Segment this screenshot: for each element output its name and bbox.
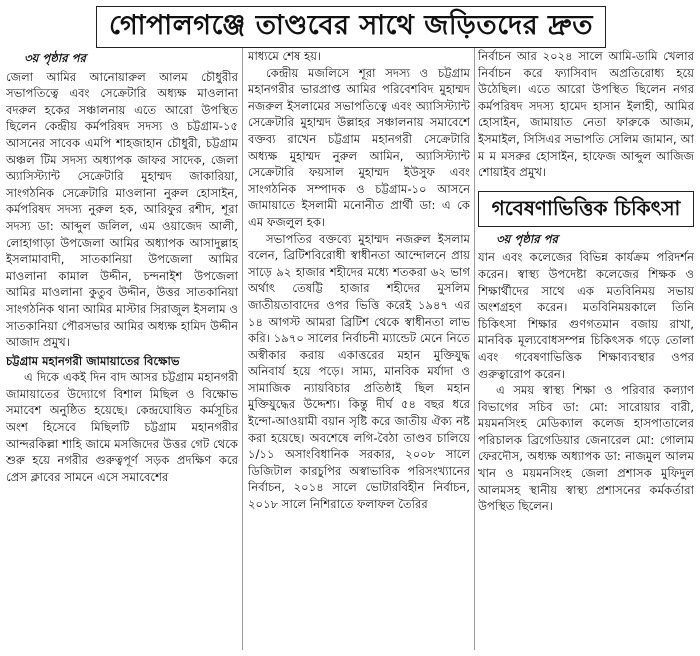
paragraph: জেলা আমির আনোয়ারুল আলম চৌধুরীর সভাপতিত্বে এবং সেক্রেটারি অধ্যক্ষ মাওলানা বদরুল হকের সঞ্চালনায় এতে আরো উপস্থিত ছিলেন কেন্দ্রীয় কর্মপরিষদ সদস্য ও চট্টগ্রাম-১৫ আসনের সাবেক এমপি শাহজাহান চৌধুরী, চট্টগ্রাম অঞ্চল টিম সদস্য অধ্যাপক জাফর সাদেক, জেলা অ্যাসিস্ট্যান্ট সেক্রেটারি মুহাম্মদ জাকারিয়া, সাংগঠনিক সেক্রেটারি মাওলানা নুরুল হোসাইন, কর্মপরিষদ সদস্য নুরুল হক, আরিফুর রশীদ, শূরা সদস্য ডা: আব্দুল জলিল, এম ওয়াজেদ আলী, লোহাগাড়া উপজেলা আমির অধ্যাপক আসাদুল্লাহ ইসলামাবাদী, সাতকানিয়া উপজেলা আমির মাওলানা কামাল উদ্দীন, চন্দনাইশ উপজেলা আমির মাওলানা কুতুব উদ্দীন, উত্তর সাতকানিয়া সাংগঠনিক থানা আমির মাস্টার সিরাজুল ইসলাম ও সাতকানিয়া পৌরসভার আমির অধ্যক্ষ হামিদ উদ্দীন আজাদ প্রমুখ। xyxy=(6,69,238,350)
paragraph: এ সময় স্বাস্থ্য শিক্ষা ও পরিবার কল্যাণ বিভাগের সচিব ডা: মো: সারোয়ার বারী, ময়মনসিংহ মেডিক্যাল কলেজ হাসপাতালের পরিচালক ব্রিগেডিয়ার জেনারেল মো: গোলাম ফেরদৌস, অধ্যক্ষ অধ্যাপক ডা: নাজমুল আলম খান ও ময়মনসিংহ জেলা প্রশাসক মুফিদুল আলমসহ স্থানীয় স্বাস্থ্য প্রশাসনের কর্মকর্তারা উপস্থিত ছিলেন। xyxy=(478,383,694,514)
continued-label: ৩য় পৃষ্ঠার পর xyxy=(496,231,558,246)
article-column-1 xyxy=(6,48,238,650)
paragraph: নির্বাচন আর ২০২৪ সালে আমি-ডামি খেলার নির্বাচন করে ফ্যাসিবাদ অপ্রতিরোধ্য হয়ে উঠেছিল। এতে আরো উপস্থিত ছিলেন নগর কর্মপরিষদ সদস্য হামেদ হাসান ইলাহী, আমির হোসাইন, জামায়াত নেতা ফারুকে আজম, ইসমাইল, সিসিএর সভাপতি সেলিম জামান, আ ম ম মসরুর হোসাইন, হাফেজ আব্দুল আজিজ শোয়াইব প্রমুখ। xyxy=(478,49,694,180)
headline: গোপালগঞ্জে তাণ্ডবের সাথে জড়িতদের দ্রুত xyxy=(96,6,606,48)
continued-label: ৩য় পৃষ্ঠার পর xyxy=(24,51,86,65)
column-divider-right xyxy=(474,48,475,650)
paragraph: সভাপতির বক্তব্যে মুহাম্মদ নজরুল ইসলাম বলেন, ব্রিটিশবিরোধী স্বাধীনতা আন্দোলনে প্রায় সাড়ে ৯২ হাজার শহীদের মধ্যে শতকরা ৬২ ভাগ অর্থাৎ তেষট্টি হাজার শহীদের মুসলিম জাতীয়তাবাদের ওপর ভিত্তি করেই ১৯৪৭ এর ১৪ আগস্ট আমরা ব্রিটিশ থেকে স্বাধীনতা লাভ করি। ১৯৭০ সালের নির্বাচনী ম্যান্ডেট মেনে নিতে অস্বীকার করায় একাত্তরের মহান মুক্তিযুদ্ধ অনিবার্য হয়ে পড়ে। সাম্য, মানবিক মর্যাদা ও সামাজিক ন্যায়বিচার প্রতিষ্ঠাই ছিল মহান মুক্তিযুদ্ধের উদ্দেশ্য। কিন্তু দীর্ঘ ৫৪ বছর ধরে ইন্দো-আওয়ামী বয়ান সৃষ্টি করে জাতীয় ঐক্য নষ্ট করা হয়েছে। অবশেষে লগি-বৈঠা তাণ্ডব চালিয়ে ১/১১ অসাংবিধানিক সরকার, ২০০৮ সালে ডিজিটাল কারচুপির অস্বাভাবিক পরিসংখ্যানের নির্বাচন, ২০১৪ সালে ভোটারবিহীন নির্বাচন, ২০১৮ সালে নিশিরাতে ফলাফল তৈরির xyxy=(248,231,470,512)
paragraph: মাধ্যমে শেষ হয়। xyxy=(248,49,322,63)
paragraph: কেন্দ্রীয় মজলিসে শূরা সদস্য ও চট্টগ্রাম মহানগরীর ভারপ্রাপ্ত আমির পরিবেশবিদ মুহাম্মদ নজরুল ইসলামের সভাপতিত্বে এবং অ্যাসিস্ট্যান্ট সেক্রেটারি মুহাম্মদ উল্লাহর সঞ্চালনায় সমাবেশে বক্তব্য রাখেন চট্টগ্রাম মহানগরী সেক্রেটারি অধ্যক্ষ মুহাম্মদ নুরুল আমিন, অ্যাসিস্ট্যান্ট সেক্রেটারি ফয়সাল মুহাম্মদ ইউসুফ এবং সাংগঠনিক সম্পাদক ও চট্টগ্রাম-১০ আসনে জামায়াতে ইসলামী মনোনীত প্রার্থী ডা: এ কে এম ফজলুল হক। xyxy=(248,65,470,229)
article-column-2 xyxy=(248,48,470,650)
second-article-headline: গবেষণাভিত্তিক চিকিৎসা xyxy=(478,191,694,227)
column-divider-left xyxy=(242,48,243,650)
article-column-3 xyxy=(478,48,694,650)
paragraph: এ দিকে একই দিন বাদ আসর চট্টগ্রাম মহানগরী জামায়াতের উদ্যোগে বিশাল মিছিল ও বিক্ষোভ সমাবেশ অনুষ্ঠিত হয়েছে। কেন্দ্রঘোষিত কর্মসূচির অংশ হিসেবে মিছিলটি চট্টগ্রাম মহানগরীর আন্দরকিল্লা শাহি জামে মসজিদের উত্তর গেট থেকে শুরু হয়ে নগরীর গুরুত্বপূর্ণ সড়ক প্রদক্ষিণ করে প্রেস ক্লাবের সামনে এসে সমাবেশের xyxy=(6,370,238,484)
paragraph: যান এবং কলেজের বিভিন্ন কার্যক্রম পরিদর্শন করেন। স্বাস্থ্য উপদেষ্টা কলেজের শিক্ষক ও শিক্ষার্থীদের সাথে এক মতবিনিময় সভায় অংশগ্রহণ করেন। মতবিনিময়কালে তিনি চিকিৎসা শিক্ষার গুণগতমান বজায় রাখা, মানবিক মূল্যবোধসম্পন্ন চিকিৎসক গড়ে তোলা এবং গবেষণাভিত্তিক শিক্ষাব্যবস্থার ওপর গুরুত্বারোপ করেন। xyxy=(478,250,694,381)
subheading: চট্টগ্রাম মহানগরী জামায়াতের বিক্ষোভ xyxy=(6,353,180,368)
